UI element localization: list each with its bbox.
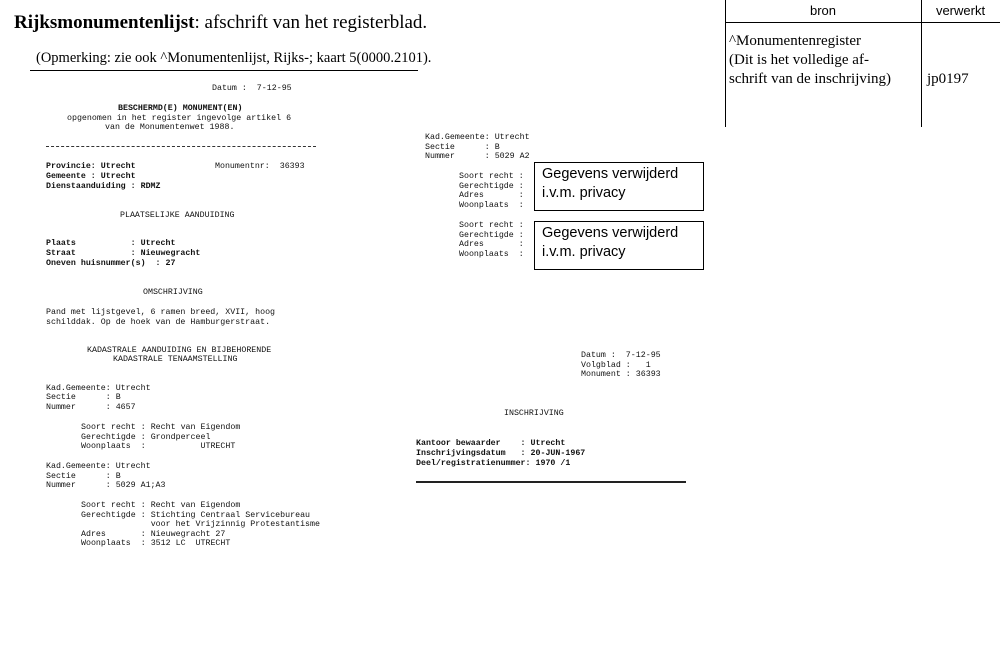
verwerkt-value: jp0197 [927,71,969,87]
doc-huisnummer: Oneven huisnummer(s) : 27 [46,259,176,268]
doc-k2-nummer: Nummer : 5029 A1;A3 [46,481,166,490]
doc-omschr-1: Pand met lijstgevel, 6 ramen breed, XVII, hoog [46,308,276,317]
doc-r-inschrijving: INSCHRIJVING [504,409,564,418]
doc-plaats: Plaats : Utrecht [46,239,176,248]
doc-straat: Straat : Nieuwegracht [46,249,201,258]
doc-r-f2-soort: Soort recht : [459,221,524,230]
privacy-2-line-1: Gegevens verwijderd [542,225,679,241]
doc-k2-sectie: Sectie : B [46,472,121,481]
doc-r-gemeente: Kad.Gemeente: Utrecht [425,133,530,142]
doc-r-nummer: Nummer : 5029 A2 [425,152,530,161]
doc-k2-soort: Soort recht : Recht van Eigendom [81,501,241,510]
bron-line-2: (Dit is het volledige af- [729,52,869,68]
doc-r-datum: Datum : 7-12-95 [581,351,661,360]
doc-r-f2-gerechtigde: Gerechtigde : [459,231,524,240]
doc-r-sectie: Sectie : B [425,143,500,152]
doc-heading-2: opgenomen in het register ingevolge artikel 6 [67,114,292,123]
doc-k2-adres: Adres : Nieuwegracht 27 [81,530,226,539]
doc-omschrijving: OMSCHRIJVING [143,288,203,297]
doc-r-f1-soort: Soort recht : [459,172,524,181]
doc-dienst: Dienstaanduiding : RDMZ [46,182,161,191]
doc-r-deel: Deel/registratienummer: 1970 /1 [416,459,571,468]
doc-r-f1-woonplaats: Woonplaats : [459,201,524,210]
doc-r-kantoor: Kantoor bewaarder : Utrecht [416,439,566,448]
doc-r-inschrijvingsdatum: Inschrijvingsdatum : 20-JUN-1967 [416,449,586,458]
doc-k2-woonplaats: Woonplaats : 3512 LC UTRECHT [81,539,231,548]
col-bron: bron [809,3,837,18]
bron-line-3: schrift van de inschrijving) [729,71,892,87]
privacy-redaction-2 [534,221,704,270]
doc-r-f2-woonplaats: Woonplaats : [459,250,524,259]
title-bold: Rijksmonumentenlijst [14,12,195,33]
doc-k1-gemeente: Kad.Gemeente: Utrecht [46,384,151,393]
doc-r-monument: Monument : 36393 [581,370,661,379]
col-verwerkt: verwerkt [935,3,986,18]
privacy-1-line-2: i.v.m. privacy [542,185,626,201]
doc-kad-head-2: KADASTRALE TENAAMSTELLING [113,355,238,364]
doc-k1-woonplaats: Woonplaats : UTRECHT [81,442,236,451]
doc-plaatselijke: PLAATSELIJKE AANDUIDING [120,211,235,220]
doc-k1-soort: Soort recht : Recht van Eigendom [81,423,241,432]
doc-k1-sectie: Sectie : B [46,393,121,402]
doc-r-f2-adres: Adres : [459,240,524,249]
doc-monumentnr: Monumentnr: 36393 [215,162,305,171]
doc-r-f1-adres: Adres : [459,191,524,200]
doc-kad-head-1: KADASTRALE AANDUIDING EN BIJBEHORENDE [87,346,272,355]
doc-r-end-rule [416,481,686,483]
doc-k2-gerechtigde: Gerechtigde : Stichting Centraal Servicebureau [81,511,311,520]
page-title [14,12,427,34]
doc-k1-nummer: Nummer : 4657 [46,403,136,412]
doc-heading-1: BESCHERMD(E) MONUMENT(EN) [118,104,243,113]
doc-omschr-2: schilddak. Op de hoek van de Hamburgerstraat. [46,318,271,327]
doc-r-volgblad: Volgblad : 1 [581,361,651,370]
doc-k1-gerechtigde: Gerechtigde : Grondperceel [81,433,211,442]
doc-dashed-rule [46,146,316,147]
table-divider [921,0,922,127]
doc-k2-gerechtigde-2: voor het Vrijzinnig Protestantisme [81,520,320,529]
doc-provincie: Provincie: Utrecht [46,162,136,171]
table-border-left [725,0,726,127]
doc-r-f1-gerechtigde: Gerechtigde : [459,182,524,191]
remark-underline [30,70,418,71]
privacy-redaction-1 [534,162,704,211]
bron-line-1: ^Monumentenregister [729,33,862,49]
doc-datum: Datum : 7-12-95 [212,84,292,93]
privacy-2-line-2: i.v.m. privacy [542,244,626,260]
privacy-1-line-1: Gegevens verwijderd [542,166,679,182]
table-header-rule [725,22,1000,23]
remark: (Opmerking: zie ook ^Monumentenlijst, Rijks-; kaart 5(0000.2101). [36,50,432,66]
doc-gemeente: Gemeente : Utrecht [46,172,136,181]
doc-k2-gemeente: Kad.Gemeente: Utrecht [46,462,151,471]
source-table [725,0,1000,127]
title-rest: : afschrift van het registerblad. [194,12,428,33]
doc-heading-3: van de Monumentenwet 1988. [105,123,235,132]
